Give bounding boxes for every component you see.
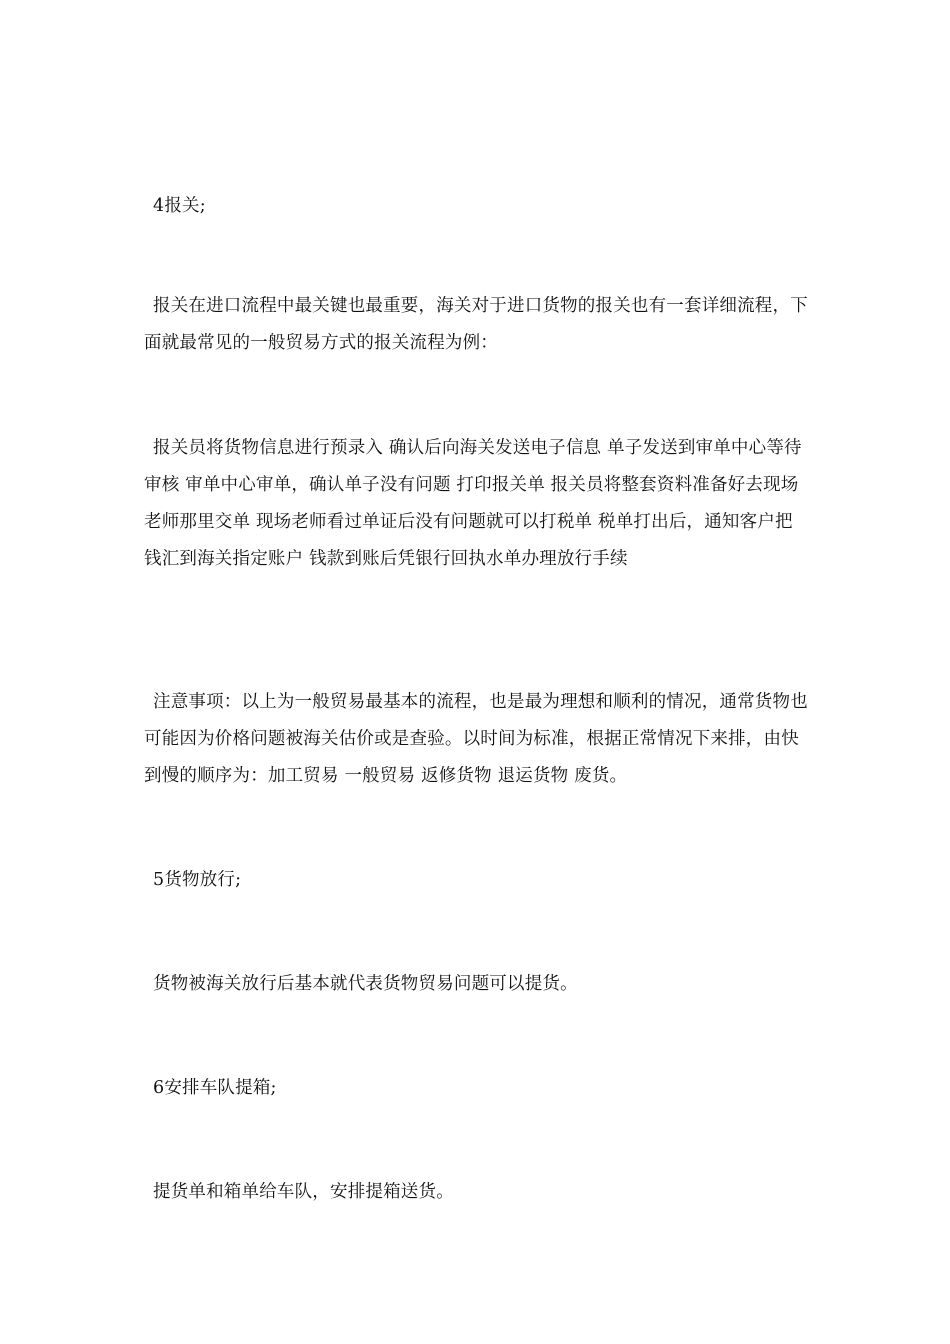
section-heading-goods-release: 5货物放行; bbox=[153, 870, 242, 890]
paragraph-notes: 注意事项：以上为一般贸易最基本的流程，也是最为理想和顺利的情况，通常货物也可能因为价格问题被海关估价或是查验。以时间为标准，根据正常情况下来排，由快到慢的顺序为：加工贸易 一般贸易 返修货物 退运货物 废货。 bbox=[144, 692, 808, 786]
paragraph-container-pickup: 提货单和箱单给车队，安排提箱送货。 bbox=[153, 1182, 454, 1202]
paragraph-goods-release: 货物被海关放行后基本就代表货物贸易问题可以提货。 bbox=[153, 974, 578, 994]
section-heading-arrange-fleet: 6安排车队提箱; bbox=[153, 1078, 277, 1098]
paragraph-declaration-steps: 报关员将货物信息进行预录入 确认后向海关发送电子信息 单子发送到审单中心等待审核 审单中心审单，确认单子没有问题 打印报关单 报关员将整套资料准备好去现场老师那里交单 现场老师看过单证后没有问题就可以打税单 税单打出后，通知客户把钱汇到海关指定账户 钱款到账后凭银行回执水单办理放行手续 bbox=[144, 438, 802, 569]
paragraph-declaration-intro: 报关在进口流程中最关键也最重要，海关对于进口货物的报关也有一套详细流程，下面就最常见的一般贸易方式的报关流程为例： bbox=[144, 296, 808, 353]
section-heading-customs-declaration: 4报关; bbox=[153, 196, 206, 216]
